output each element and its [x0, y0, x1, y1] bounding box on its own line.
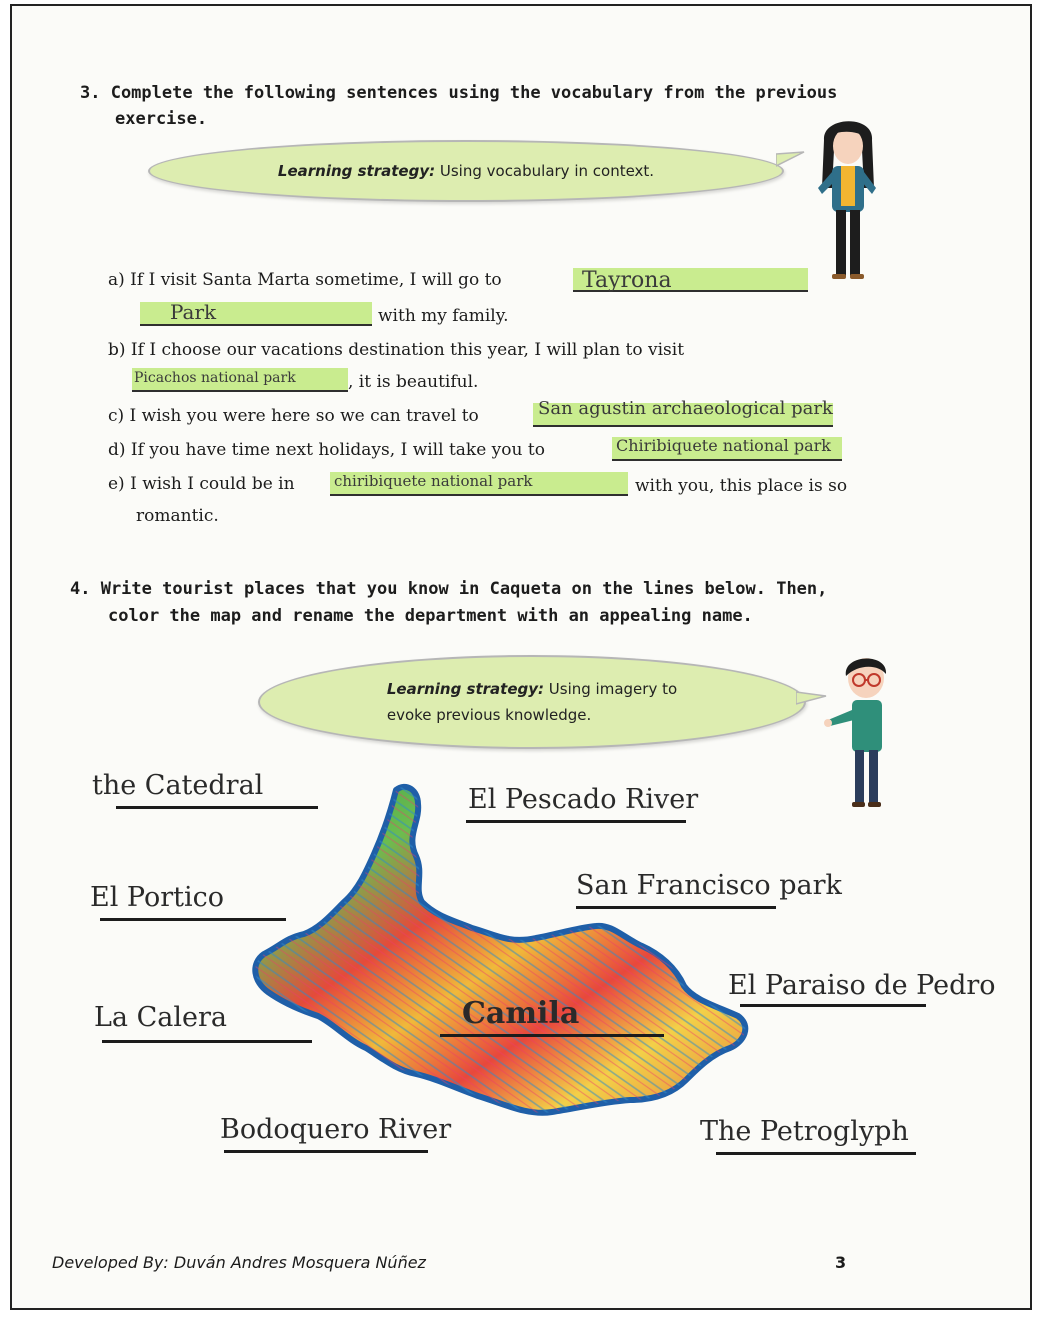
- place-5-line: [102, 1040, 312, 1043]
- place-3: El Portico: [90, 882, 225, 913]
- q3-item-d-answer: Chiribiquete national park: [616, 436, 831, 455]
- page-number: 3: [835, 1253, 847, 1272]
- q4-strategy-bubble: [258, 655, 806, 749]
- place-6-line: [740, 1004, 926, 1007]
- q3-item-e-prefix: e) I wish I could be in: [108, 474, 295, 494]
- q4-strategy-label: Learning strategy:: [386, 680, 545, 698]
- footer-credit: Developed By: Duván Andres Mosquera Núñez: [52, 1253, 426, 1272]
- place-1: the Catedral: [92, 770, 264, 801]
- teacher-boy-illustration-icon: [822, 648, 902, 810]
- q3-item-a-answer2: Park: [170, 300, 217, 324]
- place-4: San Francisco park: [576, 870, 842, 901]
- place-3-line: [100, 918, 286, 921]
- place-1-line: [116, 806, 318, 809]
- q3-strategy-bubble: [148, 140, 784, 202]
- q3-instruction-line1: 3. Complete the following sentences using the vocabulary from the previous: [80, 83, 838, 103]
- map-department-name: Camila: [462, 996, 580, 1031]
- q3-item-d-prefix: d) If you have time next holidays, I will take you to: [108, 440, 545, 460]
- teacher-girl-illustration-icon: [808, 110, 888, 282]
- q3-bubble-tail: [776, 150, 806, 170]
- q4-instruction-line1: 4. Write tourist places that you know in Caqueta on the lines below. Then,: [70, 579, 828, 599]
- q4-strategy-text-1: Using imagery to: [544, 680, 678, 698]
- q3-item-a-suffix: with my family.: [378, 306, 509, 326]
- q3-item-c-answer: San agustin archaeological park: [538, 398, 833, 419]
- place-7: Bodoquero River: [220, 1114, 452, 1145]
- place-8-line: [716, 1152, 916, 1155]
- q3-item-a-answer1: Tayrona: [582, 268, 672, 293]
- map-name-underline: [440, 1034, 664, 1037]
- place-5: La Calera: [94, 1002, 227, 1033]
- q3-strategy-label: Learning strategy:: [277, 162, 436, 180]
- q3-instruction-line2: exercise.: [115, 109, 208, 129]
- q3-item-c-prefix: c) I wish you were here so we can travel to: [108, 406, 479, 426]
- q3-item-b-suffix: , it is beautiful.: [348, 372, 479, 392]
- place-6: El Paraiso de Pedro: [728, 970, 996, 1001]
- place-8: The Petroglyph: [700, 1116, 909, 1147]
- q3-strategy-text: Using vocabulary in context.: [435, 162, 655, 180]
- place-4-line: [576, 906, 776, 909]
- q3-item-b-answer: Picachos national park: [134, 370, 296, 386]
- q3-item-e-suffix: with you, this place is so: [635, 476, 848, 496]
- q4-instruction-line2: color the map and rename the department with an appealing name.: [108, 606, 753, 626]
- place-2-line: [466, 820, 686, 823]
- place-7-line: [224, 1150, 428, 1153]
- caqueta-map-icon: [246, 778, 756, 1126]
- q3-item-a-prefix: a) If I visit Santa Marta sometime, I will go to: [108, 270, 502, 290]
- place-2: El Pescado River: [468, 784, 699, 815]
- q3-item-b-prefix: b) If I choose our vacations destination this year, I will plan to visit: [108, 340, 685, 360]
- q4-strategy-text-2: evoke previous knowledge.: [386, 706, 592, 724]
- q3-item-e-line2: romantic.: [136, 506, 219, 526]
- q3-item-e-answer: chiribiquete national park: [334, 472, 533, 490]
